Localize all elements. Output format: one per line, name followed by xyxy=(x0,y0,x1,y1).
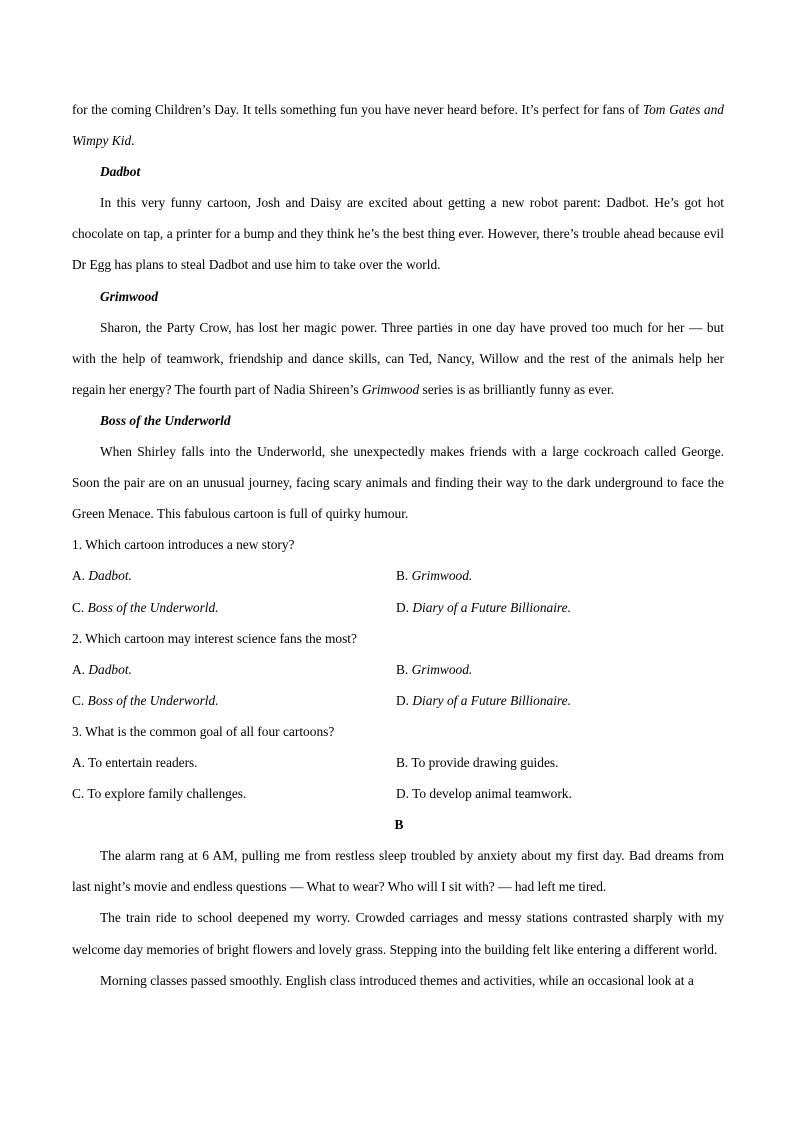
section-b-paragraph-3: Morning classes passed smoothly. English class introduced themes and activities, while an occasional look at a xyxy=(100,972,694,988)
question-stem: 2. Which cartoon may interest science fans the most? xyxy=(72,630,357,646)
option-c[interactable]: C. Boss of the Underworld. xyxy=(72,599,219,615)
book-description-grimwood xyxy=(72,312,724,405)
intro-paragraph xyxy=(72,94,724,156)
option-c[interactable]: C. To explore family challenges. xyxy=(72,786,247,802)
section-b-paragraph-1: The alarm rang at 6 AM, pulling me from restless sleep troubled by anxiety about my first day. Bad dreams from last night’s movie and endless questions — What to wear? Who will I sit with? — had left me tired. xyxy=(72,848,724,895)
option-a[interactable]: A. Dadbot. xyxy=(72,568,132,584)
option-c[interactable]: C. Boss of the Underworld. xyxy=(72,692,219,708)
option-b[interactable]: B. Grimwood. xyxy=(396,568,473,584)
book-description-dadbot: In this very funny cartoon, Josh and Daisy are excited about getting a new robot parent: Dadbot. He’s got hot chocolate on tap, a printer for a bump and they think he’s the best thing ever. However, there’s trouble ahead because evil Dr Egg has plans to steal Dadbot and use him to take over the world. xyxy=(72,195,724,273)
book-description-boss-of-the-underworld: When Shirley falls into the Underworld, she unexpectedly makes friends with a large cockroach called George. Soon the pair are on an unusual journey, facing scary animals and finding their way to the dark underground to face the Green Menace. This fabulous cartoon is full of quirky humour. xyxy=(72,444,724,522)
grimwood-text: Sharon, the Party Crow, has lost her magic power. Three parties in one day have proved too much for her — but with the help of teamwork, friendship and dance skills, can Ted, Nancy, Willow and the rest of the animals help her regain her energy? The fourth part of Nadia Shireen’s xyxy=(72,319,724,397)
book-title-grimwood: Grimwood xyxy=(100,288,159,304)
option-b[interactable]: B. To provide drawing guides. xyxy=(396,754,559,770)
option-a[interactable]: A. To entertain readers. xyxy=(72,754,198,770)
option-a[interactable]: A. Dadbot. xyxy=(72,661,132,677)
question-1 xyxy=(72,529,724,622)
intro-text-end: . xyxy=(131,133,135,149)
question-2 xyxy=(72,623,724,716)
grimwood-text-end: series is as brilliantly funny as ever. xyxy=(419,381,615,397)
question-stem: 1. Which cartoon introduces a new story? xyxy=(72,537,295,553)
section-b-paragraph-2: The train ride to school deepened my worry. Crowded carriages and messy stations contrasted sharply with my welcome day memories of bright flowers and lovely grass. Stepping into the building felt like entering a different world. xyxy=(72,910,724,957)
book-title-boss-of-the-underworld: Boss of the Underworld xyxy=(100,412,231,428)
grimwood-italic: Grimwood xyxy=(361,381,420,397)
option-d[interactable]: D. Diary of a Future Billionaire. xyxy=(396,599,571,615)
option-d[interactable]: D. Diary of a Future Billionaire. xyxy=(396,692,571,708)
question-options xyxy=(72,747,724,809)
book-title-dadbot: Dadbot xyxy=(100,164,141,180)
question-3 xyxy=(72,716,724,809)
question-options xyxy=(72,560,724,622)
intro-italic-titles: Tom Gates and Wimpy Kid xyxy=(72,102,724,149)
question-stem: 3. What is the common goal of all four cartoons? xyxy=(72,723,335,739)
document-page xyxy=(72,94,724,996)
option-d[interactable]: D. To develop animal teamwork. xyxy=(396,786,572,802)
question-options xyxy=(72,654,724,716)
section-b-heading: B xyxy=(394,817,404,833)
intro-text: for the coming Children’s Day. It tells something fun you have never heard before. It’s perfect for fans of xyxy=(72,102,643,117)
option-b[interactable]: B. Grimwood. xyxy=(396,661,473,677)
